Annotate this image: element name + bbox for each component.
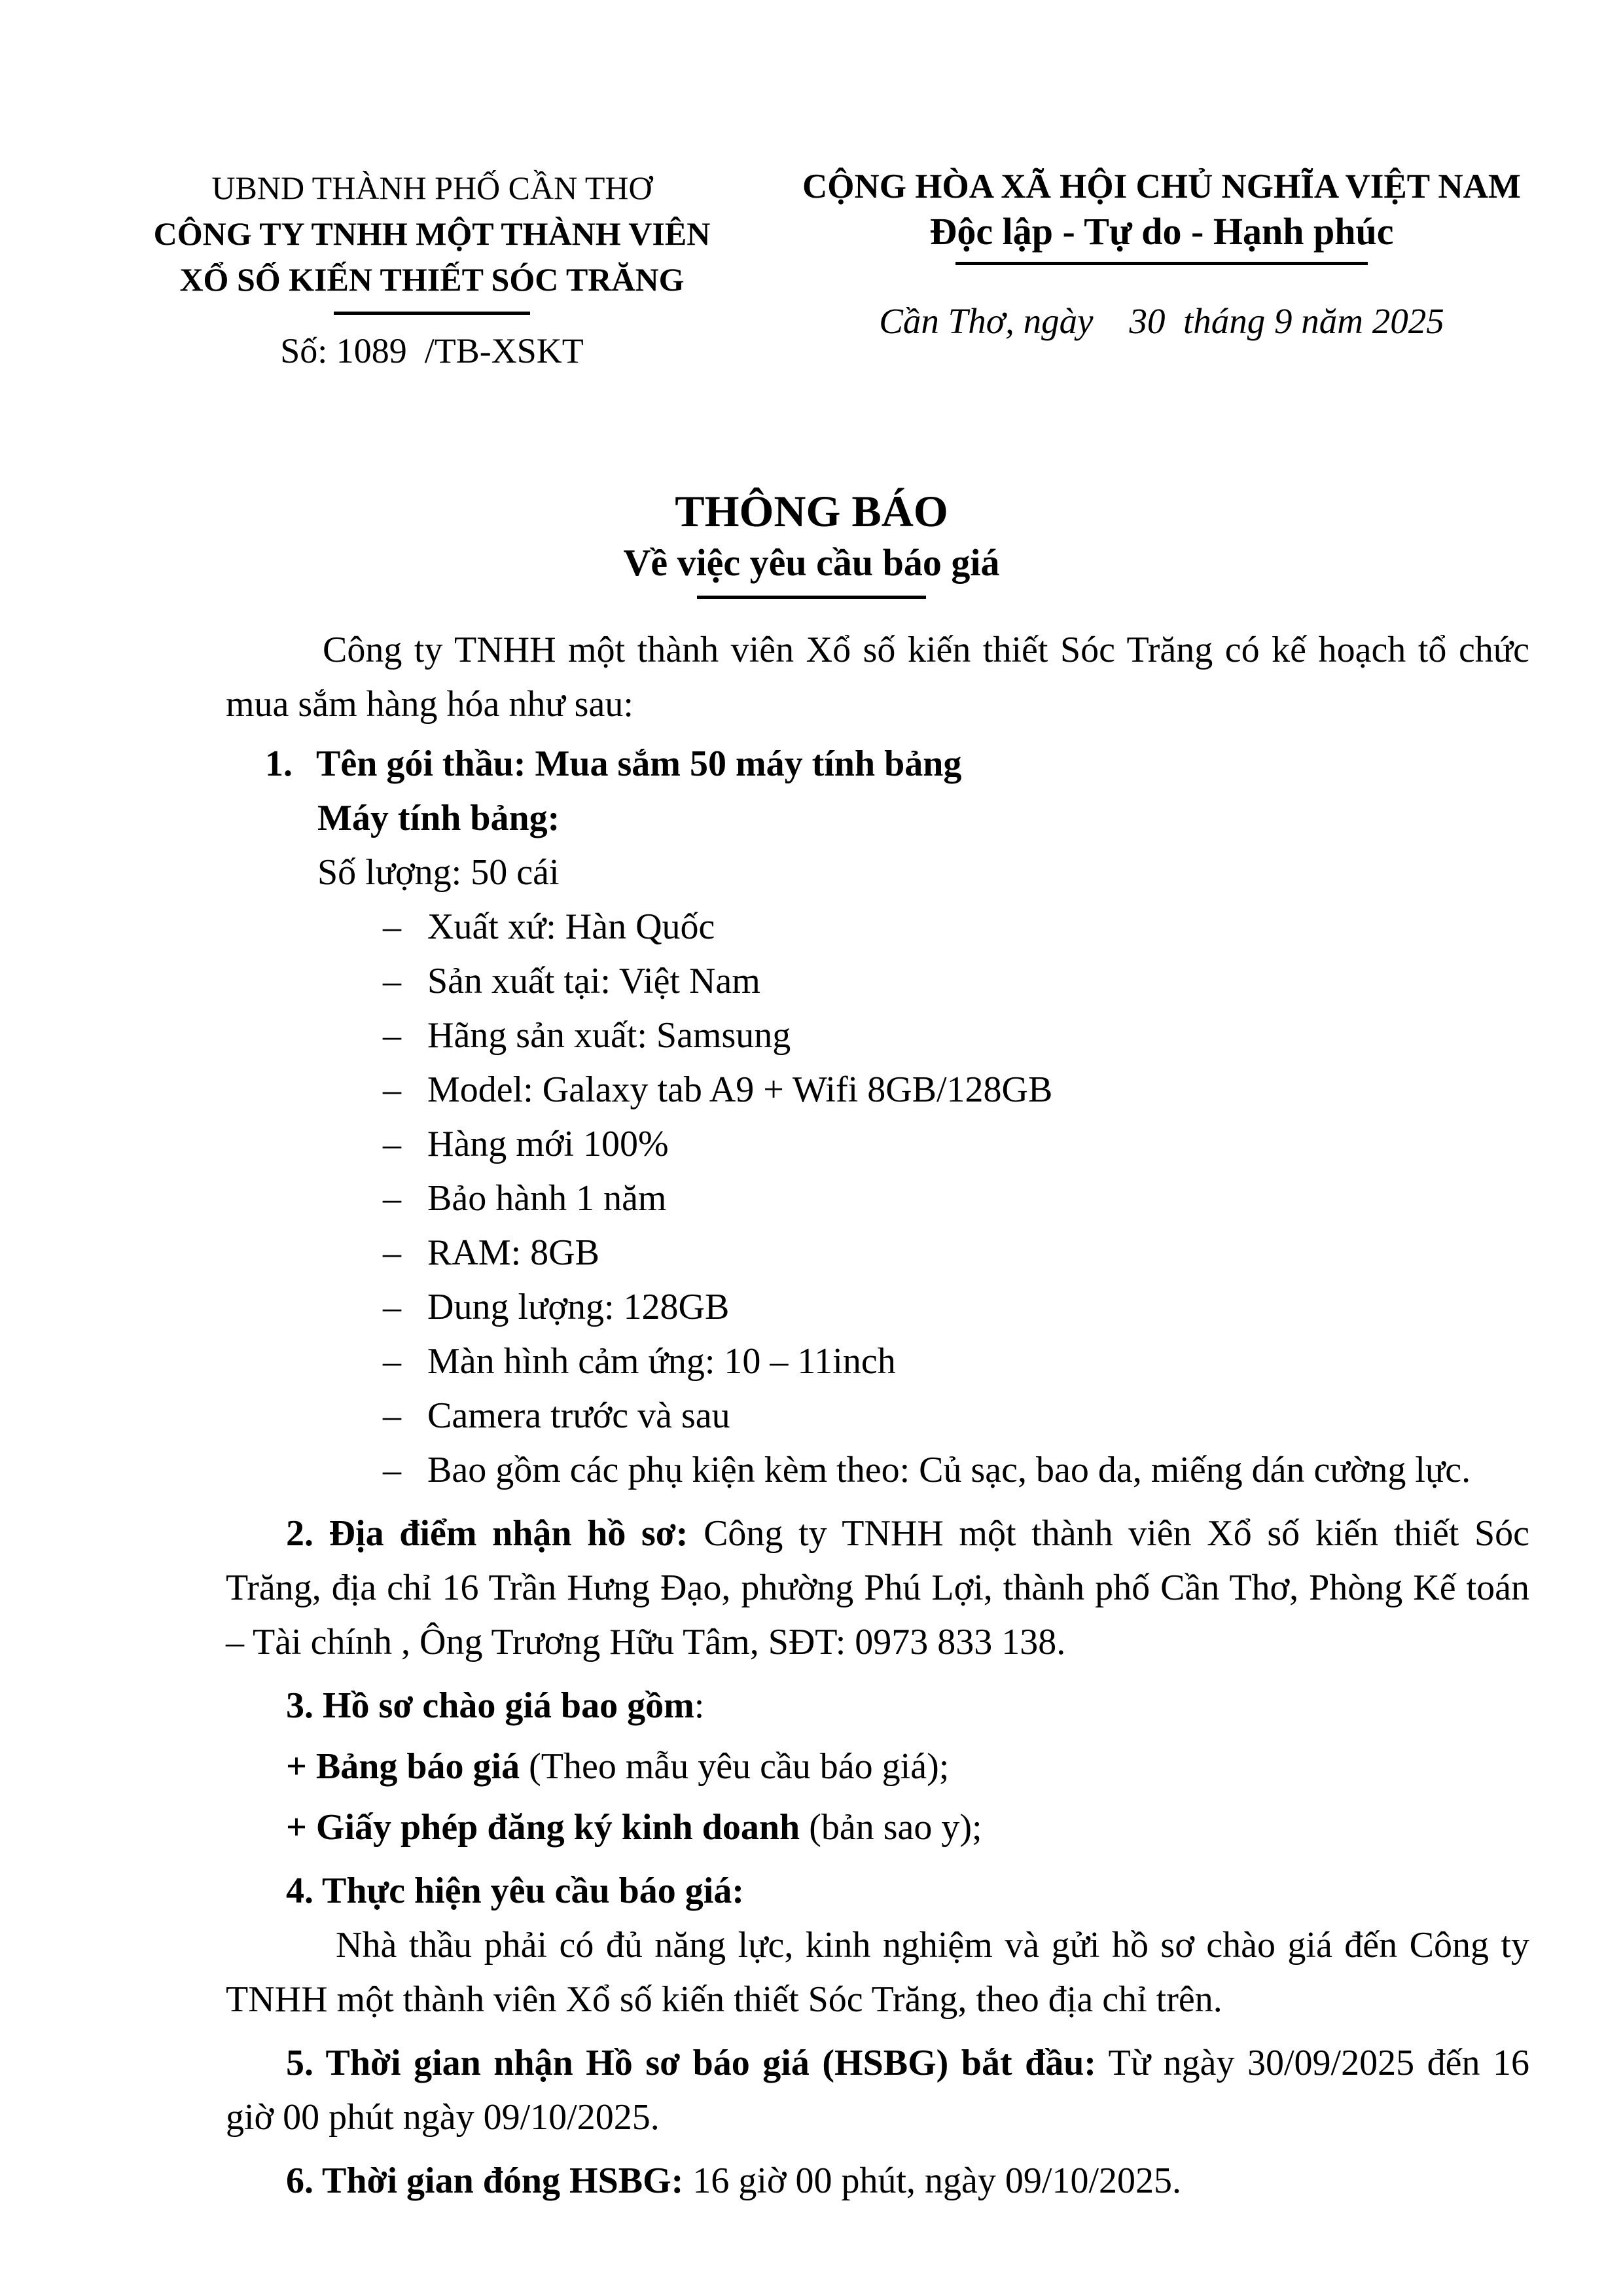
quote-doc-item-bold: + Bảng báo giá bbox=[286, 1746, 520, 1787]
bullet-dash: – bbox=[383, 1178, 401, 1219]
spec-item-origin bbox=[226, 900, 1529, 954]
spec-text: Hàng mới 100% bbox=[427, 1124, 669, 1164]
national-header-block bbox=[789, 165, 1535, 342]
bullet-dash: – bbox=[383, 1287, 401, 1327]
section-1-heading bbox=[226, 737, 1529, 791]
spec-item-warranty bbox=[226, 1172, 1529, 1226]
place-date-line: Cần Thơ, ngày 30 tháng 9 năm 2025 bbox=[879, 301, 1444, 341]
tablet-subheading: Máy tính bảng: bbox=[317, 798, 560, 838]
motto-underline bbox=[955, 262, 1368, 265]
section-6-paragraph bbox=[226, 2154, 1529, 2208]
spec-item-screen bbox=[226, 1335, 1529, 1389]
spec-item-accessories bbox=[226, 1443, 1529, 1498]
spec-item-condition bbox=[226, 1117, 1529, 1172]
bullet-dash: – bbox=[383, 1015, 401, 1056]
section-4-paragraph: Nhà thầu phải có đủ năng lực, kinh nghiệm và gửi hồ sơ chào giá đến Công ty TNHH một thành viên Xổ số kiến thiết Sóc Trăng, theo địa chỉ trên. bbox=[226, 1925, 1529, 2020]
quote-doc-item-rest: (Theo mẫu yêu cầu báo giá); bbox=[520, 1746, 950, 1787]
subtitle-underline bbox=[697, 596, 926, 599]
bullet-dash: – bbox=[383, 1124, 401, 1164]
company-name-line-2: XỔ SỐ KIẾN THIẾT SÓC TRĂNG bbox=[179, 261, 685, 298]
quote-doc-item-business-license bbox=[226, 1801, 1529, 1855]
spec-text: RAM: 8GB bbox=[427, 1232, 599, 1273]
spec-item-camera bbox=[226, 1389, 1529, 1443]
spec-text: Xuất xứ: Hàn Quốc bbox=[427, 906, 715, 947]
issuer-block bbox=[121, 165, 743, 371]
quote-doc-item-rest: (bản sao y); bbox=[800, 1807, 982, 1848]
company-name-line-1: CÔNG TY TNHH MỘT THÀNH VIÊN bbox=[153, 215, 711, 252]
national-name: CỘNG HÒA XÃ HỘI CHỦ NGHĨA VIỆT NAM bbox=[802, 168, 1521, 206]
section-3-label: 3. Hồ sơ chào giá bao gồm bbox=[286, 1685, 694, 1726]
bullet-dash: – bbox=[383, 1232, 401, 1273]
section-1-heading-text: Tên gói thầu: Mua sắm 50 máy tính bảng bbox=[316, 744, 962, 784]
spec-text: Bảo hành 1 năm bbox=[427, 1178, 667, 1219]
spec-text: Màn hình cảm ứng: 10 – 11inch bbox=[427, 1341, 896, 1382]
section-2-text: Công ty TNHH một thành viên Xổ số kiến thiết Sóc Trăng, địa chỉ 16 Trần Hưng Đạo, phường Phú Lợi, thành phố Cần Thơ, Phòng Kế toán – Tài chính , Ông Trương Hữu Tâm, SĐT: 0973 833 138. bbox=[226, 1513, 1530, 1662]
section-2-paragraph bbox=[226, 1507, 1529, 1670]
bullet-dash: – bbox=[383, 961, 401, 1001]
spec-item-manufactured-at bbox=[226, 954, 1529, 1009]
quote-doc-item-bold: + Giấy phép đăng ký kinh doanh bbox=[286, 1807, 800, 1848]
spec-text: Hãng sản xuất: Samsung bbox=[427, 1015, 791, 1056]
section-5-text: Từ ngày 30/09/2025 đến 16 giờ 00 phút ngày 09/10/2025. bbox=[226, 2043, 1529, 2138]
section-6-label: 6. Thời gian đóng HSBG: bbox=[286, 2161, 684, 2201]
bullet-dash: – bbox=[383, 1069, 401, 1110]
intro-paragraph: Công ty TNHH một thành viên Xổ số kiến thiết Sóc Trăng có kế hoạch tổ chức mua sắm hàng hóa như sau: bbox=[226, 630, 1529, 725]
spec-text: Dung lượng: 128GB bbox=[427, 1287, 730, 1327]
spec-item-ram bbox=[226, 1226, 1529, 1280]
section-5-label: 5. Thời gian nhận Hồ sơ báo giá (HSBG) bắt đầu: bbox=[286, 2043, 1097, 2083]
section-2-label: 2. Địa điểm nhận hồ sơ: bbox=[286, 1513, 688, 1554]
spec-item-storage bbox=[226, 1280, 1529, 1335]
quote-doc-item-price-table bbox=[226, 1740, 1529, 1794]
spec-text: Camera trước và sau bbox=[427, 1395, 730, 1436]
section-3-heading bbox=[226, 1679, 1529, 1733]
issuer-underline bbox=[334, 312, 530, 315]
doc-title: THÔNG BÁO bbox=[675, 486, 948, 536]
section-6-text: 16 giờ 00 phút, ngày 09/10/2025. bbox=[683, 2161, 1182, 2201]
spec-text: Sản xuất tại: Việt Nam bbox=[427, 961, 760, 1001]
bullet-dash: – bbox=[383, 906, 401, 947]
spec-text: Model: Galaxy tab A9 + Wifi 8GB/128GB bbox=[427, 1069, 1053, 1110]
bullet-dash: – bbox=[383, 1450, 401, 1490]
title-block bbox=[0, 486, 1623, 599]
spec-item-model bbox=[226, 1063, 1529, 1117]
bullet-dash: – bbox=[383, 1395, 401, 1436]
quantity-line: Số lượng: 50 cái bbox=[317, 852, 560, 893]
spec-item-manufacturer bbox=[226, 1009, 1529, 1063]
section-3-colon: : bbox=[694, 1685, 705, 1726]
section-4-heading: 4. Thực hiện yêu cầu báo giá: bbox=[286, 1871, 744, 1911]
spec-text: Bao gồm các phụ kiện kèm theo: Củ sạc, bao da, miếng dán cường lực. bbox=[427, 1450, 1471, 1490]
document-number: Số: 1089 /TB-XSKT bbox=[280, 331, 584, 370]
section-5-paragraph bbox=[226, 2036, 1529, 2145]
national-motto: Độc lập - Tự do - Hạnh phúc bbox=[929, 210, 1394, 253]
bullet-dash: – bbox=[383, 1341, 401, 1382]
issuer-org: UBND THÀNH PHỐ CẦN THƠ bbox=[211, 170, 652, 206]
doc-subtitle: Về việc yêu cầu báo giá bbox=[623, 541, 1000, 584]
section-1-number: 1. bbox=[265, 744, 293, 784]
document-body bbox=[226, 623, 1529, 2208]
